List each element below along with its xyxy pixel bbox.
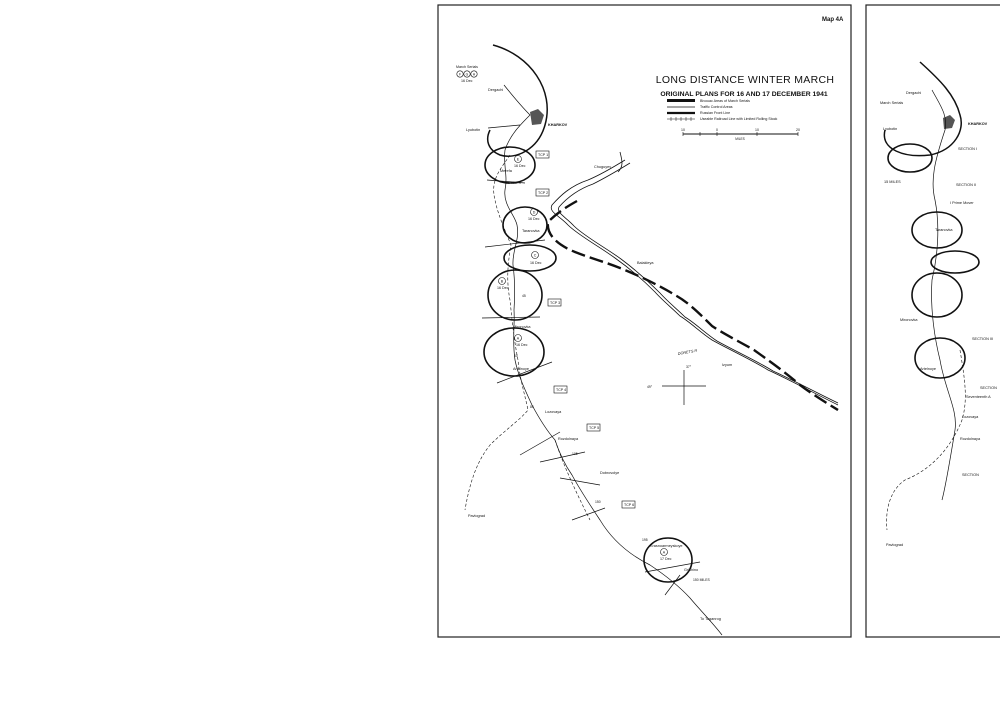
march-serials-label: March Serials bbox=[456, 65, 478, 69]
railroad bbox=[465, 155, 590, 520]
map-subtitle: ORIGINAL PLANS FOR 16 AND 17 DECEMBER 1941 bbox=[660, 91, 828, 98]
right-section3: SECTION III bbox=[972, 337, 994, 341]
place-artelnoye: Artelnoye bbox=[513, 367, 530, 371]
serial-e-date: 16 Dec bbox=[514, 164, 526, 168]
place-lyubotin: Lyubotin bbox=[466, 128, 481, 132]
serial-c-id: C bbox=[533, 253, 537, 258]
map-frame bbox=[438, 5, 851, 637]
right-bivouac-5 bbox=[915, 338, 965, 378]
serial-g: G bbox=[465, 72, 469, 77]
place-kharkov: KHARKOV bbox=[548, 123, 568, 127]
serial-h: H bbox=[472, 72, 476, 77]
map-id: Map 4A bbox=[822, 17, 844, 23]
place-taranovka: Taranovka bbox=[522, 229, 540, 233]
serial-b-id: B bbox=[500, 279, 504, 284]
lon-label: 37° bbox=[686, 365, 692, 369]
right-bivouac-1 bbox=[888, 144, 932, 172]
legend-item-front: Russian Front Line bbox=[700, 111, 731, 115]
place-rozdolnaya: Rozdolnaya bbox=[558, 437, 579, 441]
scale-unit: MILES bbox=[735, 137, 745, 141]
right-section1: SECTION I bbox=[958, 147, 977, 151]
tcp-3: TCP 3 bbox=[550, 301, 561, 305]
right-lozovaya: Lozovaya bbox=[962, 415, 979, 419]
right-bivouac-4 bbox=[912, 273, 962, 317]
place-mironovka: Mironovka bbox=[513, 325, 531, 329]
place-grishino: Grishino bbox=[684, 568, 699, 572]
place-izyum: Izyum bbox=[722, 363, 733, 367]
march-serials-date: 16 Dec bbox=[461, 79, 473, 83]
legend-item-rail: Useable Railroad Line with Limited Rolling Stock bbox=[700, 117, 778, 121]
place-dobrovolye: Dobrovolye bbox=[600, 471, 620, 475]
serial-a17-date: 17 Dec bbox=[660, 557, 672, 561]
right-prime-mover: I Prime Mover bbox=[950, 201, 974, 205]
scale-tick-2: 10 bbox=[755, 128, 759, 132]
serial-a17-id: A bbox=[662, 550, 666, 555]
right-section-last: SECTION bbox=[962, 473, 979, 477]
scale-tick-0: 10 bbox=[681, 128, 685, 132]
russian-front-line bbox=[548, 201, 838, 410]
scale-tick-1: 0 bbox=[716, 128, 718, 132]
mile-15: 15 MILES bbox=[506, 181, 521, 185]
place-taganrog: To Taganrog bbox=[700, 617, 721, 621]
mile-105: 105 bbox=[572, 452, 578, 456]
right-march-route bbox=[932, 90, 956, 500]
serial-c-date: 16 Dec bbox=[530, 261, 542, 265]
right-section2: SECTION II bbox=[956, 183, 977, 187]
right-march-serials: March Serials bbox=[880, 101, 904, 105]
place-balakleya: Balakleya bbox=[637, 261, 654, 265]
right-pavlograd: Pavlograd bbox=[886, 543, 904, 547]
bivouac-d bbox=[503, 207, 547, 243]
serial-a-date: 16 Dec bbox=[516, 343, 528, 347]
march-serials-block bbox=[456, 65, 478, 83]
tcp-1: TCP 1 bbox=[538, 153, 549, 157]
tcp-2: TCP 2 bbox=[538, 191, 549, 195]
tcp-6: TCP 6 bbox=[624, 503, 635, 507]
right-artelnoye: Artelnoye bbox=[920, 367, 937, 371]
river-label: DONETS R bbox=[677, 348, 698, 356]
serial-b-date: 16 Dec bbox=[497, 286, 509, 290]
donets-river bbox=[551, 152, 838, 405]
legend bbox=[667, 99, 778, 121]
kharkov-city bbox=[530, 109, 544, 125]
right-miles15: 15 MILES bbox=[884, 180, 901, 184]
legend-bivouac-symbol bbox=[667, 99, 695, 102]
mile-195: 195 bbox=[642, 538, 648, 542]
right-lyubotin: Lyubotin bbox=[883, 127, 898, 131]
legend-item-bivouac: Bivouac Areas of March Serials bbox=[700, 99, 750, 103]
right-seventeenth: Seventeenth A bbox=[966, 395, 991, 399]
serial-markers bbox=[497, 156, 672, 562]
right-taranovka: Taranovka bbox=[935, 228, 953, 232]
serial-f: F bbox=[458, 72, 462, 77]
mile-45: 45 bbox=[522, 294, 526, 298]
right-dergachi: Dergachi bbox=[906, 91, 922, 95]
place-lozovaya: Lozovaya bbox=[545, 410, 562, 414]
bivouac-e bbox=[485, 147, 535, 183]
mile-150: 150 bbox=[595, 500, 601, 504]
right-kharkov: KHARKOV bbox=[968, 122, 988, 126]
serial-a-id: A bbox=[516, 336, 520, 341]
right-bivouac-3 bbox=[931, 251, 979, 273]
right-kharkov-loop bbox=[884, 62, 961, 156]
bivouac-b bbox=[488, 270, 542, 320]
place-chuguyev: Chuguyev bbox=[594, 165, 612, 169]
tcp-4: TCP 4 bbox=[556, 388, 567, 392]
scale-bar bbox=[681, 128, 800, 141]
bivouac-c bbox=[504, 245, 556, 271]
place-krasnoarm: Krasnoarmeyskoye bbox=[650, 544, 683, 548]
right-section4: SECTION bbox=[980, 386, 997, 390]
serial-d-id: D bbox=[532, 210, 536, 215]
scale-tick-3: 20 bbox=[796, 128, 800, 132]
serial-d-date: 16 Dec bbox=[528, 217, 540, 221]
place-dergachi: Dergachi bbox=[488, 88, 504, 92]
place-merefa: Merefa bbox=[500, 169, 512, 173]
mile-85: 85 bbox=[530, 405, 534, 409]
place-labels bbox=[466, 88, 732, 621]
place-pavlograd: Pavlograd bbox=[468, 514, 486, 518]
right-mironovka: Mironovka bbox=[900, 318, 918, 322]
right-rozdolnaya: Rozdolnaya bbox=[960, 437, 981, 441]
serial-e-id: E bbox=[516, 157, 520, 162]
mile-60: 60 bbox=[514, 354, 518, 358]
lat-label: 49° bbox=[647, 385, 653, 389]
mile-150-miles: 150 MILES bbox=[693, 578, 710, 582]
map-title: LONG DISTANCE WINTER MARCH bbox=[655, 74, 835, 86]
legend-item-tcp: Traffic Control Areas bbox=[700, 105, 733, 109]
kharkov-loop bbox=[488, 45, 548, 156]
right-page bbox=[880, 62, 997, 547]
tcp-5: TCP 5 bbox=[589, 426, 600, 430]
